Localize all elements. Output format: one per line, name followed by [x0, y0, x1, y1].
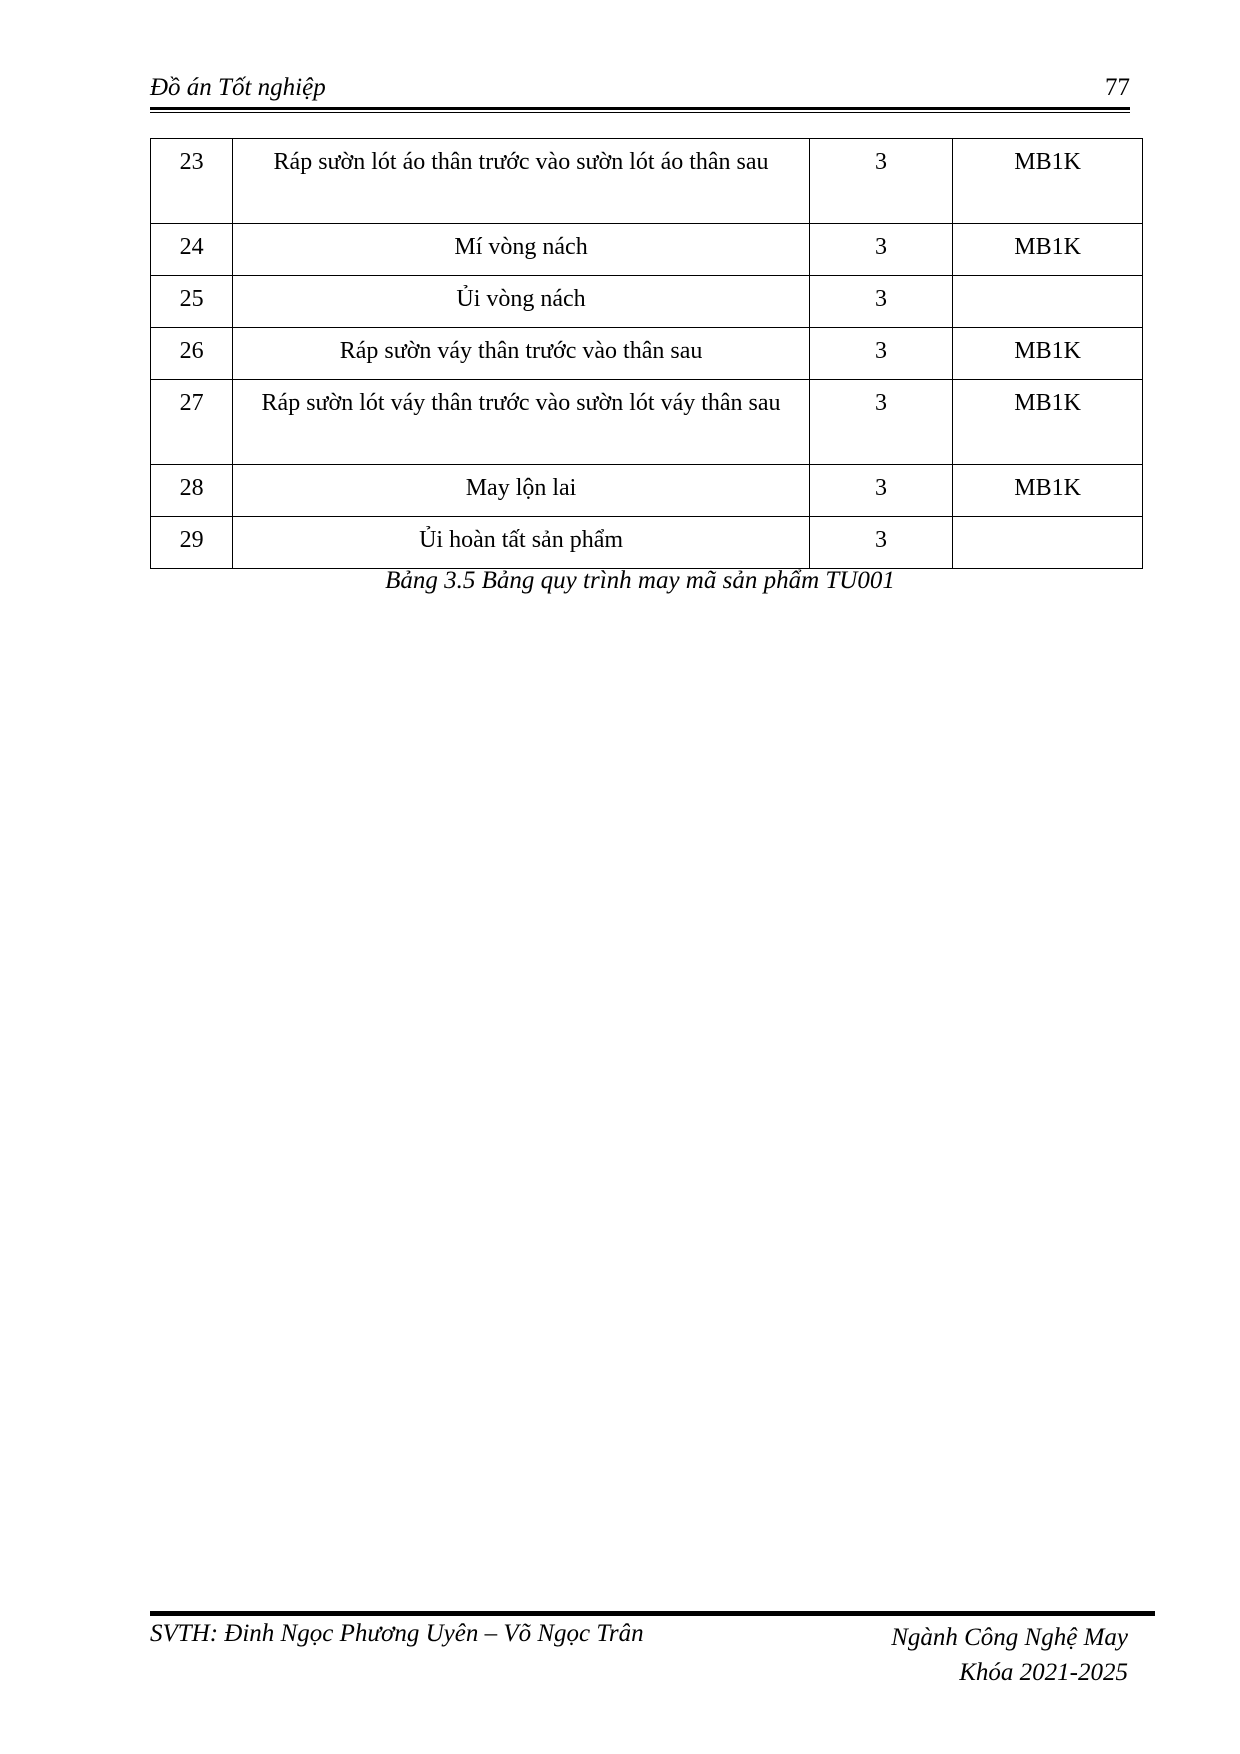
- footer-course: Khóa 2021-2025: [959, 1659, 1128, 1686]
- step-qty: 3: [809, 328, 952, 380]
- table-row: [151, 328, 1143, 380]
- step-qty: 3: [809, 276, 952, 328]
- step-device: MB1K: [953, 139, 1143, 224]
- step-name: Ủi hoàn tất sản phẩm: [233, 517, 810, 569]
- table-caption: Bảng 3.5 Bảng quy trình may mã sản phẩm TU001: [385, 567, 895, 594]
- step-number: 24: [151, 224, 233, 276]
- footer-authors: SVTH: Đinh Ngọc Phương Uyên – Võ Ngọc Trân: [150, 1620, 644, 1647]
- table-row: [151, 139, 1143, 224]
- step-qty: 3: [809, 139, 952, 224]
- table-row: [151, 465, 1143, 517]
- document-title: Đồ án Tốt nghiệp: [150, 74, 326, 101]
- header-rule-thin: [150, 112, 1130, 113]
- step-name: May lộn lai: [233, 465, 810, 517]
- step-qty: 3: [809, 465, 952, 517]
- table-row: [151, 517, 1143, 569]
- step-device: MB1K: [953, 465, 1143, 517]
- step-number: 23: [151, 139, 233, 224]
- table-row: [151, 224, 1143, 276]
- footer-rule: [150, 1611, 1155, 1616]
- step-number: 29: [151, 517, 233, 569]
- step-number: 27: [151, 380, 233, 465]
- footer-major: Ngành Công Nghệ May: [891, 1624, 1128, 1651]
- step-number: 26: [151, 328, 233, 380]
- step-name: Ráp sườn lót váy thân trước vào sườn lót váy thân sau: [233, 380, 810, 465]
- table-row: [151, 276, 1143, 328]
- step-device: MB1K: [953, 224, 1143, 276]
- step-name: Ráp sườn váy thân trước vào thân sau: [233, 328, 810, 380]
- step-device: [953, 517, 1143, 569]
- footer-info: [891, 1620, 1128, 1690]
- step-device: MB1K: [953, 380, 1143, 465]
- step-name: Ủi vòng nách: [233, 276, 810, 328]
- step-device: [953, 276, 1143, 328]
- step-qty: 3: [809, 517, 952, 569]
- step-name: Ráp sườn lót áo thân trước vào sườn lót áo thân sau: [233, 139, 810, 224]
- step-number: 25: [151, 276, 233, 328]
- step-qty: 3: [809, 380, 952, 465]
- page-header: [150, 74, 1130, 104]
- step-name: Mí vòng nách: [233, 224, 810, 276]
- step-qty: 3: [809, 224, 952, 276]
- step-device: MB1K: [953, 328, 1143, 380]
- table-row: [151, 380, 1143, 465]
- step-number: 28: [151, 465, 233, 517]
- header-rule: [150, 107, 1130, 110]
- process-table: [150, 138, 1143, 569]
- page-number: 77: [1105, 74, 1130, 101]
